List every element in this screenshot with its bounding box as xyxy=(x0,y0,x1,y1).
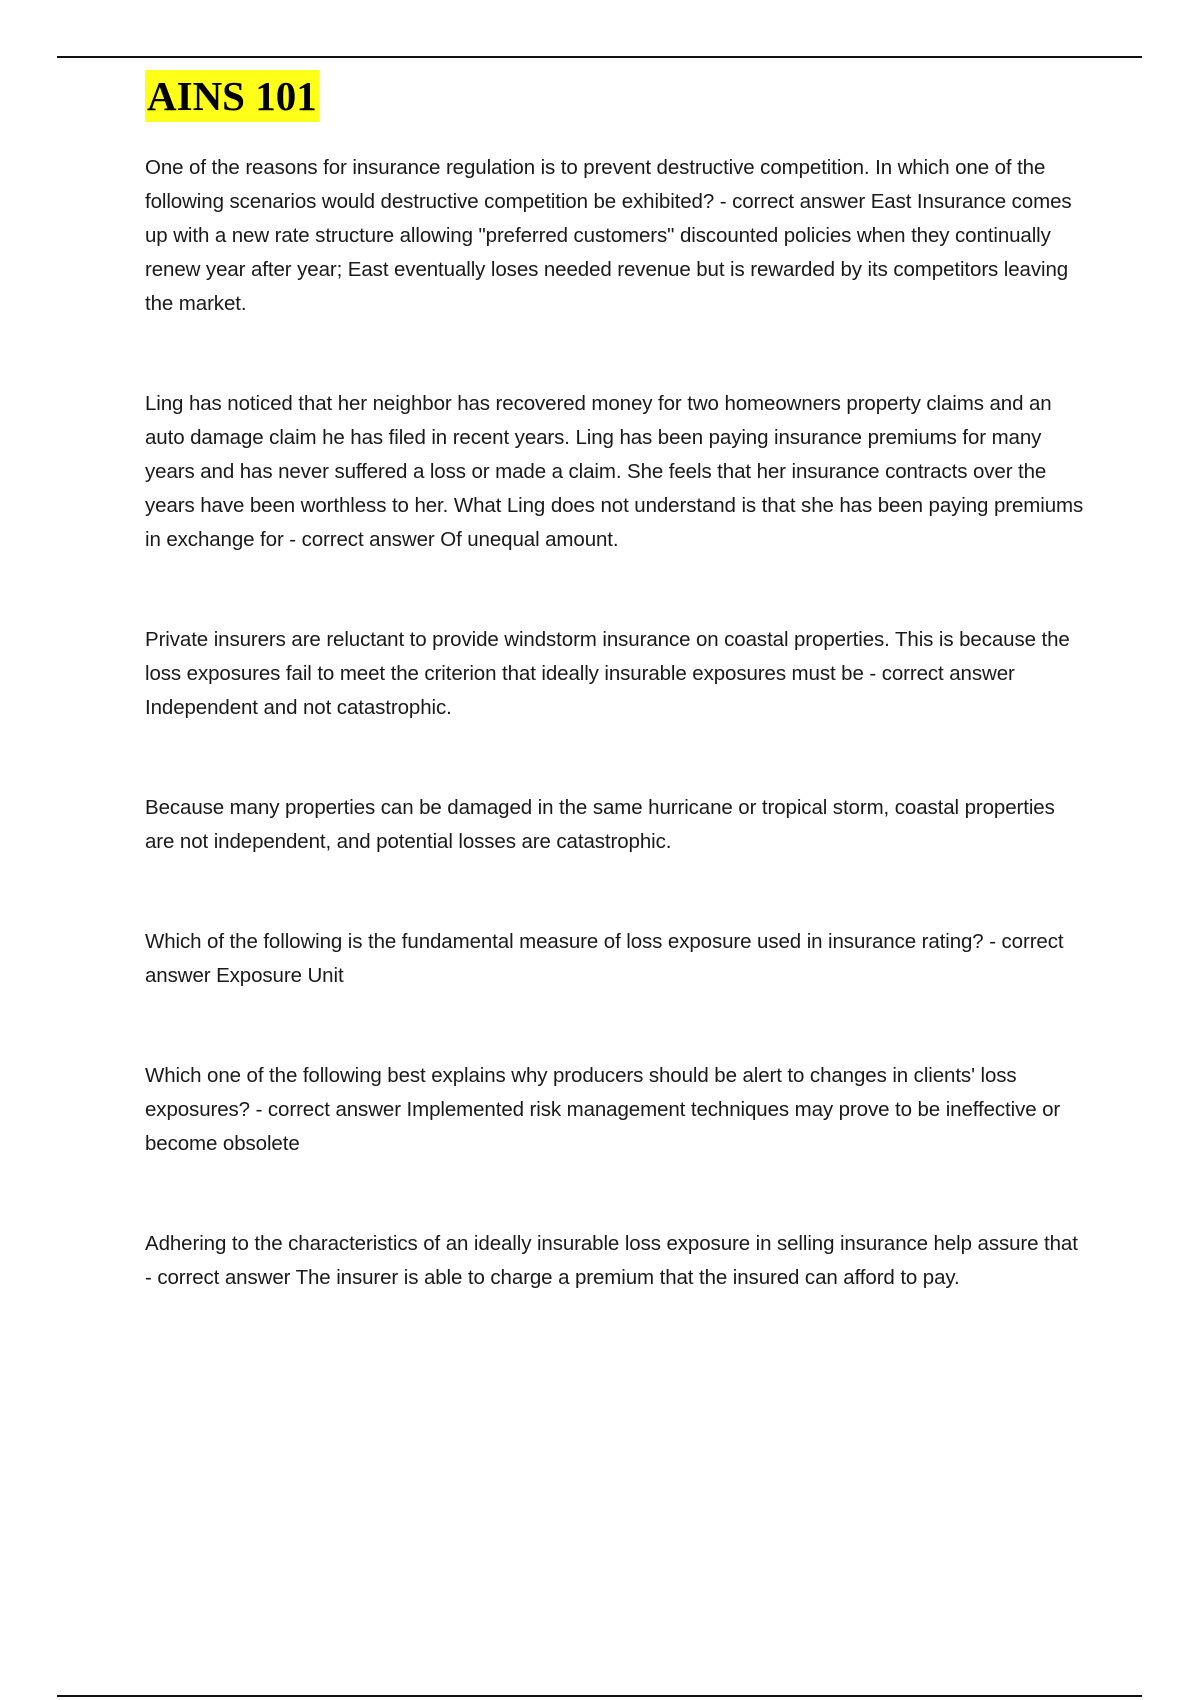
header-rule xyxy=(57,56,1142,58)
paragraph-1: One of the reasons for insurance regulation is to prevent destructive competition. In which one of the following scenarios would destructive competition be exhibited? - correct answer East Insurance comes up with a new rate structure allowing "preferred customers" discounted policies when they continually renew year after year; East eventually loses needed revenue but is rewarded by its competitors leaving the market. xyxy=(145,156,1072,315)
paragraph-3: Private insurers are reluctant to provide windstorm insurance on coastal properties. This is because the loss exposures fail to meet the criterion that ideally insurable exposures must be - correct answer Independent and not catastrophic. xyxy=(145,628,1070,719)
paragraph-5: Which of the following is the fundamental measure of loss exposure used in insurance rating? - correct answer Exposure Unit xyxy=(145,930,1064,987)
document-body xyxy=(145,70,1085,1361)
paragraph-6: Which one of the following best explains why producers should be alert to changes in clients' loss exposures? - correct answer Implemented risk management techniques may prove to be ineffective or become obsolete xyxy=(145,1064,1061,1155)
paragraph-4: Because many properties can be damaged in the same hurricane or tropical storm, coastal properties are not independent, and potential losses are catastrophic. xyxy=(145,796,1055,853)
paragraph-2: Ling has noticed that her neighbor has recovered money for two homeowners property claims and an auto damage claim he has filed in recent years. Ling has been paying insurance premiums for many years and has never suffered a loss or made a claim. She feels that her insurance contracts over the years have been worthless to her. What Ling does not understand is that she has been paying premiums in exchange for - correct answer Of unequal amount. xyxy=(145,392,1084,551)
footer-rule xyxy=(57,1695,1142,1697)
title-container xyxy=(145,70,1085,126)
page-title: AINS 101 xyxy=(145,70,319,122)
paragraph-7: Adhering to the characteristics of an ideally insurable loss exposure in selling insurance help assure that - correct answer The insurer is able to charge a premium that the insured can afford to pay. xyxy=(145,1232,1078,1289)
